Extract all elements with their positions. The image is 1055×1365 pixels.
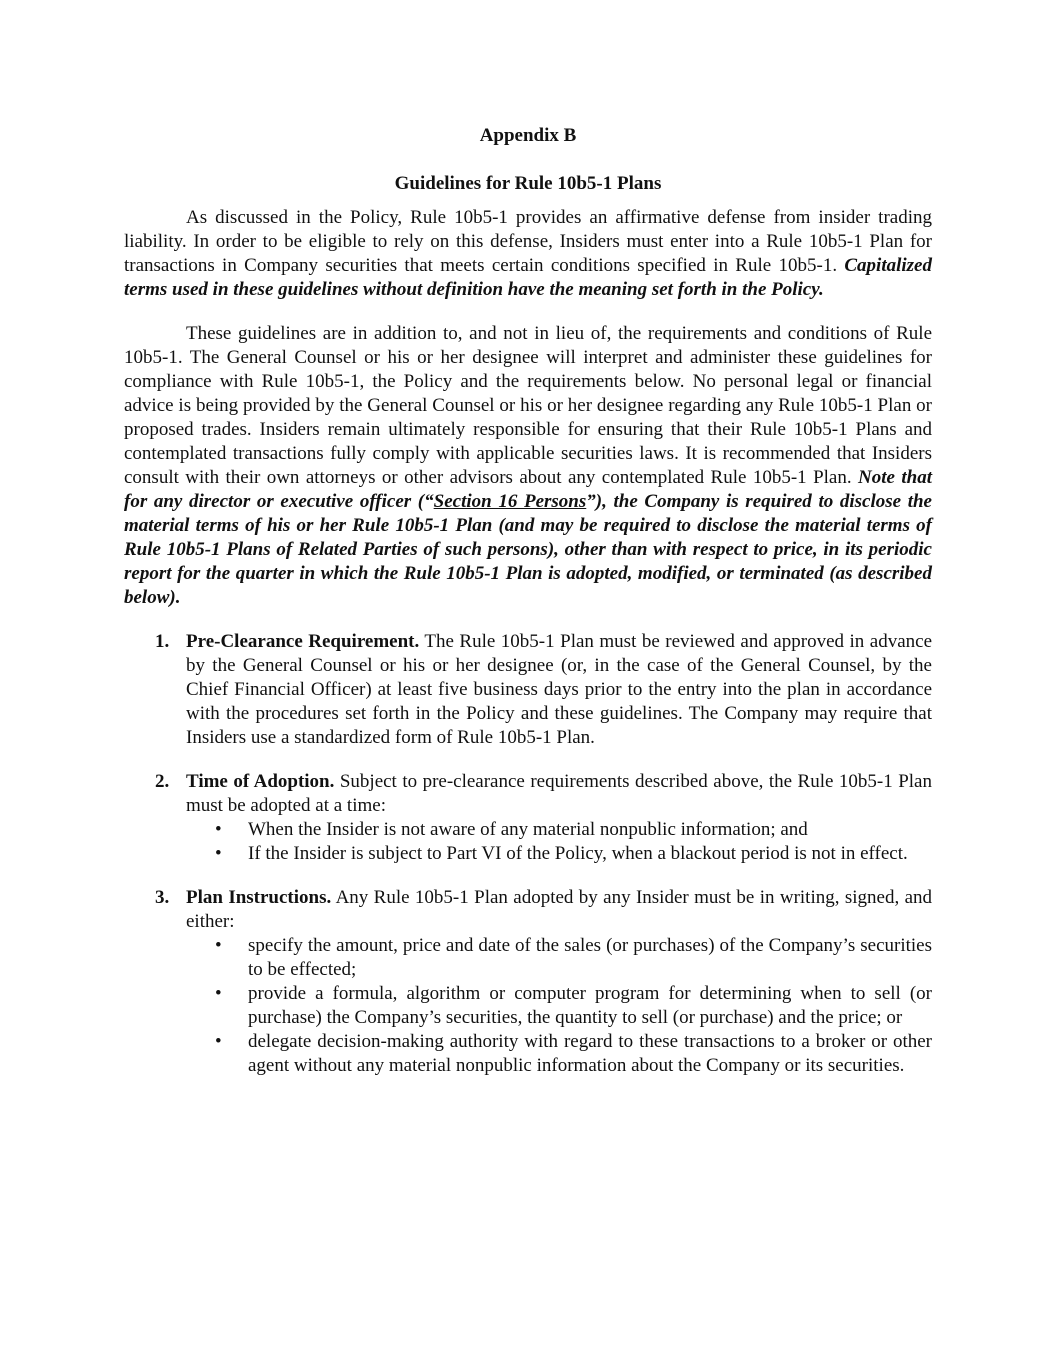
bullet-item bbox=[186, 934, 932, 982]
bullet-icon: • bbox=[215, 1031, 222, 1052]
bullet-text: When the Insider is not aware of any material nonpublic information; and bbox=[248, 819, 808, 840]
section16-note-end: ”), the Company is required to disclose the material terms of his or her Rule 10b5-1 Plan (and may be required to disclose the material terms of Rule 10b5-1 Plans of Related Parties of such persons), other than with respect to price, in its periodic report for the quarter in which the Rule 10b5-1 Plan is adopted, modified, or terminated (as described below). bbox=[124, 491, 932, 608]
item-title: Pre-Clearance Requirement. bbox=[186, 631, 420, 652]
item-title: Time of Adoption. bbox=[186, 771, 335, 792]
bullet-icon: • bbox=[215, 983, 222, 1004]
bullet-icon: • bbox=[215, 819, 222, 840]
section16-defined-term: Section 16 Persons bbox=[433, 491, 587, 512]
bullet-text: If the Insider is subject to Part VI of the Policy, when a blackout period is not in effect. bbox=[248, 843, 908, 864]
item-number: 1. bbox=[155, 631, 170, 652]
bullet-item bbox=[186, 1030, 932, 1078]
document-page bbox=[124, 124, 932, 1098]
requirement-item-time-of-adoption bbox=[124, 770, 932, 866]
intro-emphasis: Capitalized terms used in these guidelines without definition have the meaning set forth in the Policy. bbox=[124, 255, 932, 300]
bullet-text: delegate decision-making authority with regard to these transactions to a broker or other agent without any material nonpublic information about the Company or its securities. bbox=[248, 1031, 932, 1076]
intro-text: As discussed in the Policy, Rule 10b5-1 provides an affirmative defense from insider trading liability. In order to be eligible to rely on this defense, Insiders must enter into a Rule 10b5-1 Plan for transactions in Company securities that meets certain conditions specified in Rule 10b5-1. bbox=[124, 207, 932, 276]
appendix-title: Appendix B bbox=[479, 125, 577, 146]
requirement-item-plan-instructions bbox=[124, 886, 932, 1078]
bullet-item bbox=[186, 842, 932, 866]
intro-paragraph bbox=[124, 206, 932, 302]
item-number: 2. bbox=[155, 771, 170, 792]
item-number: 3. bbox=[155, 887, 170, 908]
bullet-icon: • bbox=[215, 843, 222, 864]
item-text: The Rule 10b5-1 Plan must be reviewed and approved in advance by the General Counsel or his or her designee (or, in the case of the General Counsel, by the Chief Financial Officer) at least five business days prior to the entry into the plan in accordance with the procedures set forth in the Policy and these guidelines. The Company may require that Insiders use a standardized form of Rule 10b5-1 Plan. bbox=[186, 631, 932, 748]
item-title: Plan Instructions. bbox=[186, 887, 332, 908]
requirements-list bbox=[124, 630, 932, 1078]
guidelines-paragraph bbox=[124, 322, 932, 610]
item-text: Any Rule 10b5-1 Plan adopted by any Insider must be in writing, signed, and either: bbox=[186, 887, 933, 932]
bullet-item bbox=[186, 982, 932, 1030]
requirement-item-pre-clearance bbox=[124, 630, 932, 750]
adoption-bullets bbox=[186, 818, 932, 866]
bullet-text: provide a formula, algorithm or computer program for determining when to sell (or purchase) the Company’s securities, the quantity to sell (or purchase) and the price; or bbox=[248, 983, 932, 1028]
guidelines-text: These guidelines are in addition to, and not in lieu of, the requirements and conditions of Rule 10b5-1. The General Counsel or his or her designee will interpret and administer these guidelines for compliance with Rule 10b5-1, the Policy and the requirements below. No personal legal or financial advice is being provided by the General Counsel or his or her designee regarding any Rule 10b5-1 Plan or proposed trades. Insiders remain ultimately responsible for ensuring that their Rule 10b5-1 Plans and contemplated transactions fully comply with applicable securities laws. It is recommended that Insiders consult with their own attorneys or other advisors about any contemplated Rule 10b5-1 Plan. bbox=[124, 323, 932, 488]
bullet-icon: • bbox=[215, 935, 222, 956]
instruction-bullets bbox=[186, 934, 932, 1078]
section16-note-start: Note that for any director or executive officer (“ bbox=[124, 467, 932, 512]
guidelines-subtitle: Guidelines for Rule 10b5-1 Plans bbox=[394, 173, 662, 194]
bullet-text: specify the amount, price and date of the sales (or purchases) of the Company’s securities to be effected; bbox=[248, 935, 932, 980]
bullet-item bbox=[186, 818, 932, 842]
item-text: Subject to pre-clearance requirements described above, the Rule 10b5-1 Plan must be adopted at a time: bbox=[186, 771, 932, 816]
